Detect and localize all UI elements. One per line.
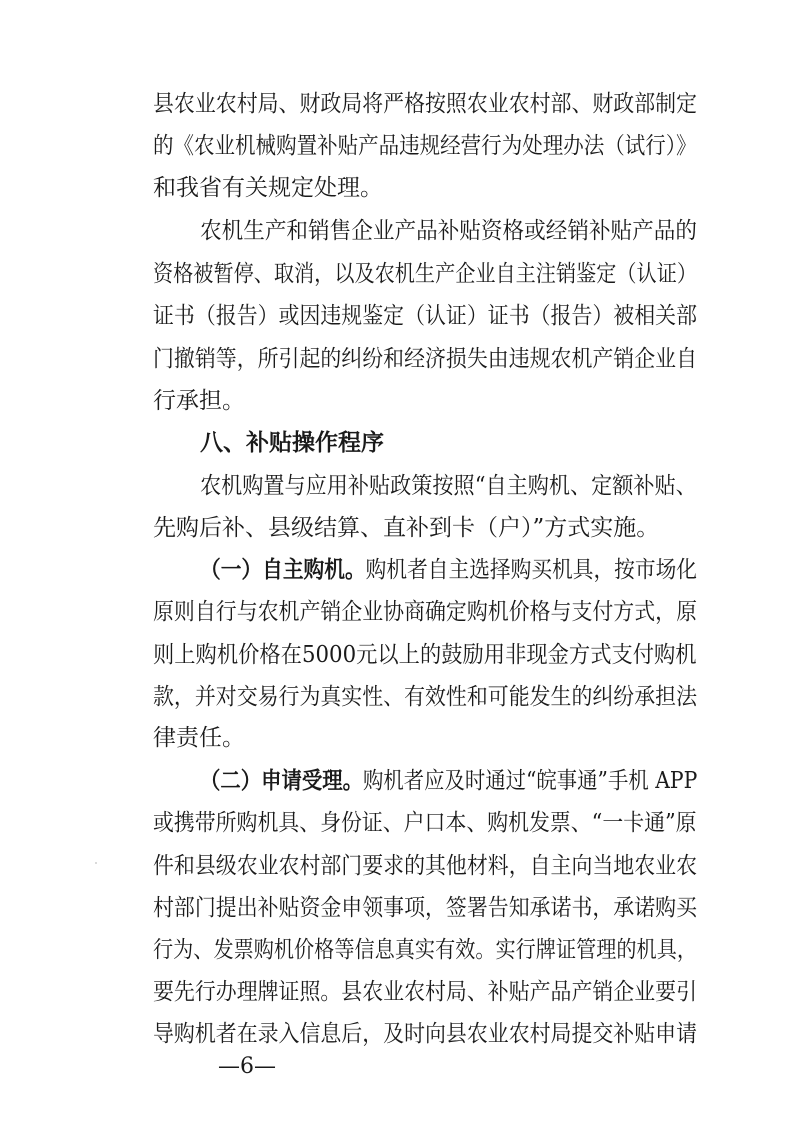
- text-line: [0, 296, 793, 336]
- text-line: [0, 508, 793, 548]
- text-line: [0, 466, 793, 506]
- text-line: [0, 211, 793, 251]
- line-text: 和我省有关规定处理。: [153, 175, 383, 201]
- section-heading: [0, 423, 793, 463]
- text-line: [0, 718, 793, 758]
- scan-speck: [95, 862, 97, 864]
- line-text: 行承担。: [153, 388, 245, 414]
- line-text: 款，并对交易行为真实性、有效性和可能发生的纠纷承担法: [153, 684, 698, 710]
- line-text: 原则自行与农机产销企业协商确定购机价格与支付方式，原: [153, 599, 698, 625]
- line-text: 或携带所购机具、身份证、户口本、购机发票、“一卡通”原: [153, 810, 697, 836]
- text-line: [0, 888, 793, 928]
- line-text: 导购机者在录入信息后，及时向县农业农村局提交补贴申请: [153, 1021, 698, 1047]
- line-text: 县农业农村局、财政局将严格按照农业农村部、财政部制定: [153, 91, 698, 117]
- text-line: [0, 381, 793, 421]
- line-text: 要先行办理牌证照。县农业农村局、补贴产品产销企业要引: [153, 979, 698, 1005]
- text-line: [0, 339, 793, 379]
- list-item-1-content: [200, 550, 697, 590]
- text-line: [0, 254, 793, 294]
- text-line: [0, 677, 793, 717]
- list-item-2-line: [0, 761, 793, 801]
- text-line: [0, 1014, 793, 1054]
- line-text: 律责任。: [153, 725, 245, 751]
- page-number: —6—: [218, 1054, 276, 1079]
- list-item-2-content: [200, 761, 697, 801]
- line-text: 的《农业机械购置补贴产品违规经营行为处理办法（试行）》: [153, 133, 697, 159]
- text-line: [0, 592, 793, 632]
- line-text: 门撤销等，所引起的纠纷和经济损失由违规农机产销企业自: [153, 346, 698, 372]
- text-line: [0, 635, 793, 675]
- line-text: 村部门提出补贴资金申领事项，签署告知承诺书，承诺购买: [153, 895, 698, 921]
- line-text: 则上购机价格在5000元以上的鼓励用非现金方式支付购机: [153, 642, 697, 668]
- text-line: [0, 803, 793, 843]
- line-text: 证书（报告）或因违规鉴定（认证）证书（报告）被相关部: [153, 303, 698, 329]
- line-text: 行为、发票购机价格等信息真实有效。实行牌证管理的机具，: [153, 937, 697, 963]
- list-item-1-line: [0, 550, 793, 590]
- text-line: [0, 84, 793, 124]
- list-item-2-heading: （二）申请受理。: [200, 768, 364, 794]
- text-line: [0, 126, 793, 166]
- line-text: 农机购置与应用补贴政策按照“自主购机、定额补贴、: [200, 473, 697, 499]
- line-text: 先购后补、县级结算、直补到卡（户）”方式实施。: [153, 515, 660, 541]
- line-text: 件和县级农业农村部门要求的其他材料，自主向当地农业农: [153, 853, 698, 879]
- text-line: [0, 846, 793, 886]
- section-heading-text: 八、补贴操作程序: [200, 430, 384, 456]
- text-line: [0, 168, 793, 208]
- text-line: [0, 930, 793, 970]
- list-item-1-text: 购机者自主选择购买机具，按市场化: [365, 557, 698, 583]
- list-item-1-heading: （一）自主购机。: [200, 557, 366, 583]
- line-text: 农机生产和销售企业产品补贴资格或经销补贴产品的: [200, 218, 697, 244]
- line-text: 资格被暂停、取消，以及农机生产企业自主注销鉴定（认证）: [153, 261, 697, 287]
- text-line: [0, 972, 793, 1012]
- list-item-2-text: 购机者应及时通过“皖事通”手机 APP: [363, 768, 698, 794]
